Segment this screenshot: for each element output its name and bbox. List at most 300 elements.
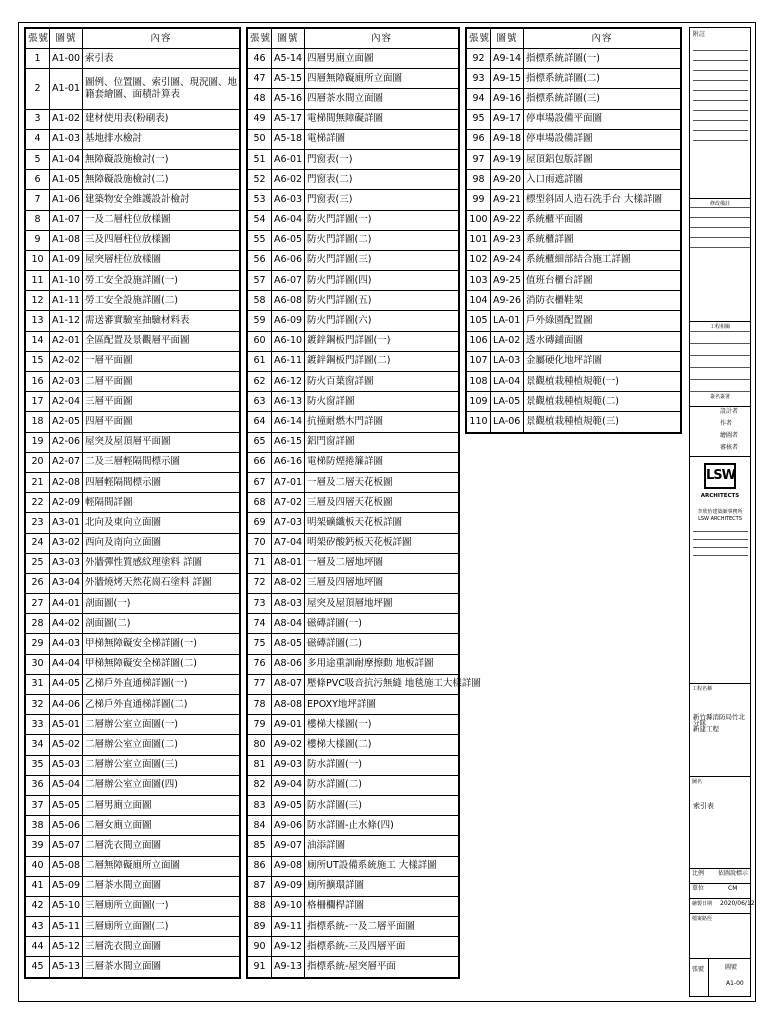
sheet-no: 92 bbox=[467, 49, 491, 69]
drawing-title: 四層輕隔間標示圖 bbox=[83, 472, 240, 492]
sign-label: 簽名簽署 bbox=[709, 394, 730, 400]
drawing-title: 明架矽酸鈣板天花板詳圖 bbox=[305, 533, 459, 553]
sheet-no: 86 bbox=[248, 856, 272, 876]
sheet-no: 23 bbox=[26, 513, 50, 533]
drawing-title: 停車場設備詳圖 bbox=[524, 129, 681, 149]
table-row bbox=[248, 654, 459, 674]
sheet-no: 68 bbox=[248, 493, 272, 513]
drawing-code: A3-03 bbox=[50, 553, 83, 573]
drawing-code: A3-02 bbox=[50, 533, 83, 553]
table-row bbox=[467, 271, 681, 291]
table-row bbox=[26, 493, 240, 513]
table-row bbox=[248, 735, 459, 755]
drawing-code: A2-05 bbox=[50, 412, 83, 432]
drawing-title: 三層茶水間立面圖 bbox=[83, 957, 240, 977]
drawing-code: A5-17 bbox=[272, 109, 305, 129]
drawing-code: A2-02 bbox=[50, 351, 83, 371]
drawing-title: 一及二層柱位放樣圖 bbox=[83, 210, 240, 230]
table-row bbox=[248, 351, 459, 371]
drawing-title: 指標系統-一及二層平面圖 bbox=[305, 917, 459, 937]
table-row bbox=[248, 250, 459, 270]
drawing-title: 四層茶水間立面圖 bbox=[305, 89, 459, 109]
personnel-label: 工程相關 bbox=[709, 324, 730, 330]
drawing-title: 防水詳圖(一) bbox=[305, 755, 459, 775]
table-row bbox=[248, 291, 459, 311]
drawing-label: 圖名 bbox=[692, 779, 703, 785]
table-row bbox=[467, 311, 681, 331]
sheet-no: 16 bbox=[26, 372, 50, 392]
drawing-code: A6-11 bbox=[272, 351, 305, 371]
drawing-title: 剖面圖(一) bbox=[83, 594, 240, 614]
drawing-title: 指標系統-三及四層平面 bbox=[305, 937, 459, 957]
table-row bbox=[248, 715, 459, 735]
sheet-no: 74 bbox=[248, 614, 272, 634]
sheet-no: 85 bbox=[248, 836, 272, 856]
sheet-no: 39 bbox=[26, 836, 50, 856]
table-row bbox=[26, 513, 240, 533]
drawing-code: A6-12 bbox=[272, 372, 305, 392]
project-label: 工程名稱 bbox=[692, 686, 713, 692]
table-row bbox=[467, 49, 681, 69]
table-row bbox=[467, 190, 681, 210]
drawing-title: 電梯詳圖 bbox=[305, 129, 459, 149]
drawing-title: 二層茶水間立面圖 bbox=[83, 876, 240, 896]
drawing-title: 乙梯戶外直通梯詳圖(二) bbox=[83, 695, 240, 715]
table-row bbox=[26, 795, 240, 815]
drawing-title: 二層平面圖 bbox=[83, 372, 240, 392]
role-designer: 設計者 bbox=[720, 408, 739, 415]
header-code: 圖號 bbox=[272, 29, 305, 49]
drawing-code: A6-13 bbox=[272, 392, 305, 412]
table-row bbox=[26, 452, 240, 472]
drawing-code: A2-03 bbox=[50, 372, 83, 392]
drawing-code: A6-15 bbox=[272, 432, 305, 452]
drawing-title: 勞工安全設施詳圖(一) bbox=[83, 271, 240, 291]
drawing-code: A2-04 bbox=[50, 392, 83, 412]
sheet-no: 48 bbox=[248, 89, 272, 109]
table-row bbox=[26, 291, 240, 311]
drawing-code: A3-01 bbox=[50, 513, 83, 533]
sheet-no: 37 bbox=[26, 795, 50, 815]
drawing-code: A1-10 bbox=[50, 271, 83, 291]
table-row bbox=[26, 735, 240, 755]
sheet-no: 90 bbox=[248, 937, 272, 957]
sheet-no: 4 bbox=[26, 129, 50, 149]
drawing-title: 北向及東向立面圖 bbox=[83, 513, 240, 533]
table-row bbox=[26, 230, 240, 250]
drawing-title: 值班台櫃台詳圖 bbox=[524, 271, 681, 291]
drawing-code: LA-03 bbox=[491, 351, 524, 371]
drawing-code: A5-12 bbox=[50, 937, 83, 957]
table-row bbox=[26, 210, 240, 230]
drawing-code: A1-06 bbox=[50, 190, 83, 210]
drawing-code: A1-04 bbox=[50, 149, 83, 169]
drawing-code: A9-21 bbox=[491, 190, 524, 210]
drawing-code: A9-19 bbox=[491, 149, 524, 169]
index-column-3 bbox=[465, 27, 682, 434]
drawing-name-section bbox=[690, 776, 750, 866]
drawing-title: 景觀植栽種植規範(一) bbox=[524, 372, 681, 392]
drawing-title: 建築物安全維護設計檢討 bbox=[83, 190, 240, 210]
drawing-code: A5-18 bbox=[272, 129, 305, 149]
sheet-no: 40 bbox=[26, 856, 50, 876]
table-row bbox=[467, 351, 681, 371]
drawing-title: 消防衣櫃鞋架 bbox=[524, 291, 681, 311]
table-row bbox=[26, 573, 240, 593]
table-row bbox=[467, 291, 681, 311]
sheet-no: 22 bbox=[26, 493, 50, 513]
sheet-no: 10 bbox=[26, 250, 50, 270]
drawing-code: A2-06 bbox=[50, 432, 83, 452]
drawing-title: EPOXY地坪詳圖 bbox=[305, 695, 459, 715]
table-row bbox=[467, 412, 681, 432]
file-label: 檔案路徑 bbox=[692, 916, 713, 922]
drawing-title: 甲梯無障礙安全梯詳圖(一) bbox=[83, 634, 240, 654]
drawing-title: 甲梯無障礙安全梯詳圖(二) bbox=[83, 654, 240, 674]
table-row bbox=[26, 49, 240, 69]
drawing-code: A5-16 bbox=[272, 89, 305, 109]
drawing-code: A8-03 bbox=[272, 594, 305, 614]
table-row bbox=[26, 553, 240, 573]
header-desc: 內容 bbox=[83, 29, 240, 49]
table-row bbox=[26, 695, 240, 715]
drawing-code: A3-04 bbox=[50, 573, 83, 593]
sheet-no: 77 bbox=[248, 674, 272, 694]
table-row bbox=[467, 372, 681, 392]
drawing-title: 防水詳圖-止水條(四) bbox=[305, 816, 459, 836]
sheet-no: 107 bbox=[467, 351, 491, 371]
sheet-no: 9 bbox=[26, 230, 50, 250]
drawing-code: A4-05 bbox=[50, 674, 83, 694]
firm-logo: LSW bbox=[704, 463, 736, 489]
table-row bbox=[248, 149, 459, 169]
sheet-no: 69 bbox=[248, 513, 272, 533]
sheet-no: 11 bbox=[26, 271, 50, 291]
sheet-no: 95 bbox=[467, 109, 491, 129]
sheet-no: 89 bbox=[248, 917, 272, 937]
sheet-no: 75 bbox=[248, 634, 272, 654]
table-row bbox=[248, 937, 459, 957]
drawing-code: A8-05 bbox=[272, 634, 305, 654]
drawing-title: 一層及二層地坪圖 bbox=[305, 553, 459, 573]
sheet-no: 7 bbox=[26, 190, 50, 210]
table-row bbox=[26, 937, 240, 957]
drawing-code: A8-04 bbox=[272, 614, 305, 634]
sheet-no: 102 bbox=[467, 250, 491, 270]
drawing-title: 全區配置及景觀層平面圖 bbox=[83, 331, 240, 351]
table-row bbox=[467, 89, 681, 109]
sheet-no: 96 bbox=[467, 129, 491, 149]
sheet-no: 47 bbox=[248, 69, 272, 89]
table-row bbox=[248, 896, 459, 916]
sheet-no: 109 bbox=[467, 392, 491, 412]
table-row bbox=[248, 876, 459, 896]
date-row bbox=[690, 898, 755, 910]
drawing-title: 防水詳圖(二) bbox=[305, 775, 459, 795]
drawing-code: A4-06 bbox=[50, 695, 83, 715]
drawing-title: 防火門詳圖(一) bbox=[305, 210, 459, 230]
table-row bbox=[26, 271, 240, 291]
header-no: 張號 bbox=[467, 29, 491, 49]
table-row bbox=[248, 594, 459, 614]
sheet-no: 60 bbox=[248, 331, 272, 351]
sheet-no: 13 bbox=[26, 311, 50, 331]
role-drafter: 繪圖者 bbox=[720, 432, 739, 439]
table-row bbox=[248, 392, 459, 412]
drawing-title: 二及三層輕隔間標示圖 bbox=[83, 452, 240, 472]
table-row bbox=[248, 614, 459, 634]
index-column-1 bbox=[24, 27, 241, 979]
unit-row bbox=[690, 883, 750, 895]
drawing-title: 廁所擴環詳圖 bbox=[305, 876, 459, 896]
drawing-code: A5-02 bbox=[50, 735, 83, 755]
sheet-no: 93 bbox=[467, 69, 491, 89]
title-block bbox=[689, 27, 755, 997]
drawing-code: A9-13 bbox=[272, 957, 305, 977]
drawing-code: A5-14 bbox=[272, 49, 305, 69]
table-row bbox=[26, 149, 240, 169]
table-row bbox=[248, 816, 459, 836]
sheet-no: 110 bbox=[467, 412, 491, 432]
drawing-title: 景觀植栽種植規範(三) bbox=[524, 412, 681, 432]
drawing-code: A7-01 bbox=[272, 472, 305, 492]
drawing-code: A6-05 bbox=[272, 230, 305, 250]
sheet-no: 57 bbox=[248, 271, 272, 291]
table-row bbox=[248, 573, 459, 593]
sheet-no: 6 bbox=[26, 170, 50, 190]
sheet-no: 8 bbox=[26, 210, 50, 230]
drawing-title: 需送審實驗室抽驗材料表 bbox=[83, 311, 240, 331]
table-row bbox=[248, 331, 459, 351]
sheet-no: 72 bbox=[248, 573, 272, 593]
sheet-no: 32 bbox=[26, 695, 50, 715]
table-row bbox=[26, 372, 240, 392]
drawing-code: A4-01 bbox=[50, 594, 83, 614]
table-row bbox=[248, 452, 459, 472]
drawing-code: A5-03 bbox=[50, 755, 83, 775]
drawing-title: 一層平面圖 bbox=[83, 351, 240, 371]
drawing-code: A8-07 bbox=[272, 674, 305, 694]
drawing-title: 四層男廁立面圖 bbox=[305, 49, 459, 69]
sheet-no: 5 bbox=[26, 149, 50, 169]
drawing-code: A9-20 bbox=[491, 170, 524, 190]
scale-value: 依圖說標示 bbox=[718, 870, 749, 877]
sheet-no: 24 bbox=[26, 533, 50, 553]
table-row bbox=[248, 472, 459, 492]
sheet-no: 79 bbox=[248, 715, 272, 735]
drawing-title: 三層平面圖 bbox=[83, 392, 240, 412]
roles-section bbox=[690, 406, 750, 456]
sheet-no: 62 bbox=[248, 372, 272, 392]
table-row bbox=[467, 149, 681, 169]
sheet-no: 97 bbox=[467, 149, 491, 169]
table-row bbox=[26, 392, 240, 412]
table-row bbox=[248, 372, 459, 392]
header-desc: 內容 bbox=[305, 29, 459, 49]
drawno-value: A1-00 bbox=[726, 980, 744, 987]
sheet-no: 83 bbox=[248, 795, 272, 815]
drawing-code: A9-16 bbox=[491, 89, 524, 109]
table-row bbox=[26, 170, 240, 190]
header-no: 張號 bbox=[248, 29, 272, 49]
sheet-no: 104 bbox=[467, 291, 491, 311]
drawing-title: 二層辦公室立面圖(四) bbox=[83, 775, 240, 795]
sheet-no: 59 bbox=[248, 311, 272, 331]
table-row bbox=[26, 634, 240, 654]
drawing-title: 外牆彈性質感紋理塗料 詳圖 bbox=[83, 553, 240, 573]
sheet-no: 43 bbox=[26, 917, 50, 937]
drawing-code: A8-01 bbox=[272, 553, 305, 573]
drawing-code: A1-02 bbox=[50, 109, 83, 129]
drawing-code: A1-05 bbox=[50, 170, 83, 190]
sheet-no: 15 bbox=[26, 351, 50, 371]
drawing-title: 二層無障礙廁所立面圖 bbox=[83, 856, 240, 876]
sheet-no: 100 bbox=[467, 210, 491, 230]
sheet-label: 張號 bbox=[692, 966, 705, 973]
drawing-code: A2-01 bbox=[50, 331, 83, 351]
drawing-code: A7-03 bbox=[272, 513, 305, 533]
drawing-title: 門窗表(二) bbox=[305, 170, 459, 190]
drawing-code: A6-08 bbox=[272, 291, 305, 311]
table-row bbox=[467, 250, 681, 270]
drawing-title: 防火窗詳圖 bbox=[305, 392, 459, 412]
table-row bbox=[467, 109, 681, 129]
drawing-title: 二層辦公室立面圖(二) bbox=[83, 735, 240, 755]
sheet-no: 28 bbox=[26, 614, 50, 634]
drawing-title: 入口雨遮詳圖 bbox=[524, 170, 681, 190]
drawing-code: A5-07 bbox=[50, 836, 83, 856]
drawing-title: 三層洗衣間立面圖 bbox=[83, 937, 240, 957]
table-row bbox=[467, 129, 681, 149]
drawing-title: 抗撞耐燃木門詳圖 bbox=[305, 412, 459, 432]
date-value: 2020/06/12 bbox=[720, 900, 755, 907]
sheet-no: 34 bbox=[26, 735, 50, 755]
drawing-code: A6-04 bbox=[272, 210, 305, 230]
drawing-code: LA-02 bbox=[491, 331, 524, 351]
drawing-title: 勞工安全設施詳圖(二) bbox=[83, 291, 240, 311]
drawing-code: A6-14 bbox=[272, 412, 305, 432]
drawing-code: A9-01 bbox=[272, 715, 305, 735]
table-row bbox=[26, 715, 240, 735]
drawing-title: 二層洗衣間立面圖 bbox=[83, 836, 240, 856]
drawing-title: 電梯間無障礙詳圖 bbox=[305, 109, 459, 129]
drawing-code: A9-18 bbox=[491, 129, 524, 149]
sheet-no: 64 bbox=[248, 412, 272, 432]
table-row bbox=[248, 836, 459, 856]
drawing-code: A7-04 bbox=[272, 533, 305, 553]
drawing-code: A8-08 bbox=[272, 695, 305, 715]
drawing-code: A9-07 bbox=[272, 836, 305, 856]
table-row bbox=[248, 695, 459, 715]
sheet-no: 26 bbox=[26, 573, 50, 593]
sheet-no: 61 bbox=[248, 351, 272, 371]
notes-label: 附註 bbox=[693, 31, 706, 38]
drawing-code: A6-02 bbox=[272, 170, 305, 190]
table-row bbox=[26, 896, 240, 916]
table-header bbox=[248, 29, 459, 49]
drawing-code: A1-09 bbox=[50, 250, 83, 270]
sheet-no: 33 bbox=[26, 715, 50, 735]
drawing-title: 鍍鋅鋼板門詳圖(一) bbox=[305, 331, 459, 351]
drawing-title: 防火門詳圖(六) bbox=[305, 311, 459, 331]
drawing-code: LA-04 bbox=[491, 372, 524, 392]
drawing-title: 防水詳圖(三) bbox=[305, 795, 459, 815]
notes-lines bbox=[693, 42, 748, 152]
drawing-title: 索引表 bbox=[83, 49, 240, 69]
drawing-title: 二層辦公室立面圖(一) bbox=[83, 715, 240, 735]
sheet-no: 70 bbox=[248, 533, 272, 553]
drawing-title: 四層無障礙廁所立面圖 bbox=[305, 69, 459, 89]
sheet-no: 29 bbox=[26, 634, 50, 654]
sheet-no: 35 bbox=[26, 755, 50, 775]
drawing-title: 防火門詳圖(五) bbox=[305, 291, 459, 311]
drawing-code: A6-03 bbox=[272, 190, 305, 210]
sheet-no: 88 bbox=[248, 896, 272, 916]
sheet-no: 56 bbox=[248, 250, 272, 270]
table-row bbox=[248, 271, 459, 291]
drawing-code: A5-08 bbox=[50, 856, 83, 876]
drawing-title: 乙梯戶外直通梯詳圖(一) bbox=[83, 674, 240, 694]
drawing-code: A6-16 bbox=[272, 452, 305, 472]
drawing-code: A2-08 bbox=[50, 472, 83, 492]
drawing-title: 建材使用表(粉刷表) bbox=[83, 109, 240, 129]
sheet-no: 53 bbox=[248, 190, 272, 210]
drawing-title: 無障礙設施檢討(二) bbox=[83, 170, 240, 190]
date-label: 繪製日期 bbox=[692, 901, 713, 907]
sheet-no: 38 bbox=[26, 816, 50, 836]
sheet-no: 50 bbox=[248, 129, 272, 149]
index-table-1 bbox=[25, 28, 240, 978]
sheet-no: 25 bbox=[26, 553, 50, 573]
sheet-no: 65 bbox=[248, 432, 272, 452]
sheet-no: 108 bbox=[467, 372, 491, 392]
drawing-code: A9-15 bbox=[491, 69, 524, 89]
table-row bbox=[26, 250, 240, 270]
drawing-code: A5-10 bbox=[50, 896, 83, 916]
project-name-line1: 新竹縣消防局竹北分隊 bbox=[693, 713, 745, 727]
table-row bbox=[248, 553, 459, 573]
table-row bbox=[26, 876, 240, 896]
role-author: 作者 bbox=[720, 420, 733, 427]
table-row bbox=[248, 170, 459, 190]
drawing-code: A1-11 bbox=[50, 291, 83, 311]
drawing-title: 標型斜固人造石洗手台 大樣詳圖 bbox=[524, 190, 681, 210]
drawing-title: 屋突及屋頂層平面圖 bbox=[83, 432, 240, 452]
drawing-title: 磁磚詳圖(二) bbox=[305, 634, 459, 654]
table-row bbox=[26, 432, 240, 452]
file-row bbox=[690, 913, 750, 953]
drawing-code: A8-02 bbox=[272, 573, 305, 593]
drawing-code: A9-05 bbox=[272, 795, 305, 815]
sheet-row bbox=[690, 958, 750, 996]
drawing-code: A9-14 bbox=[491, 49, 524, 69]
sheet-no: 36 bbox=[26, 775, 50, 795]
drawing-code: A5-13 bbox=[50, 957, 83, 977]
table-row bbox=[26, 129, 240, 149]
table-row bbox=[26, 654, 240, 674]
table-row bbox=[248, 311, 459, 331]
table-row bbox=[26, 533, 240, 553]
table-row bbox=[26, 412, 240, 432]
drawing-code: A5-04 bbox=[50, 775, 83, 795]
drawing-code: A6-01 bbox=[272, 149, 305, 169]
drawing-title: 無障礙設施檢討(一) bbox=[83, 149, 240, 169]
table-row bbox=[248, 634, 459, 654]
drawing-title: 防火門詳圖(三) bbox=[305, 250, 459, 270]
drawing-code: A2-09 bbox=[50, 493, 83, 513]
sheet-no: 99 bbox=[467, 190, 491, 210]
table-row bbox=[248, 129, 459, 149]
